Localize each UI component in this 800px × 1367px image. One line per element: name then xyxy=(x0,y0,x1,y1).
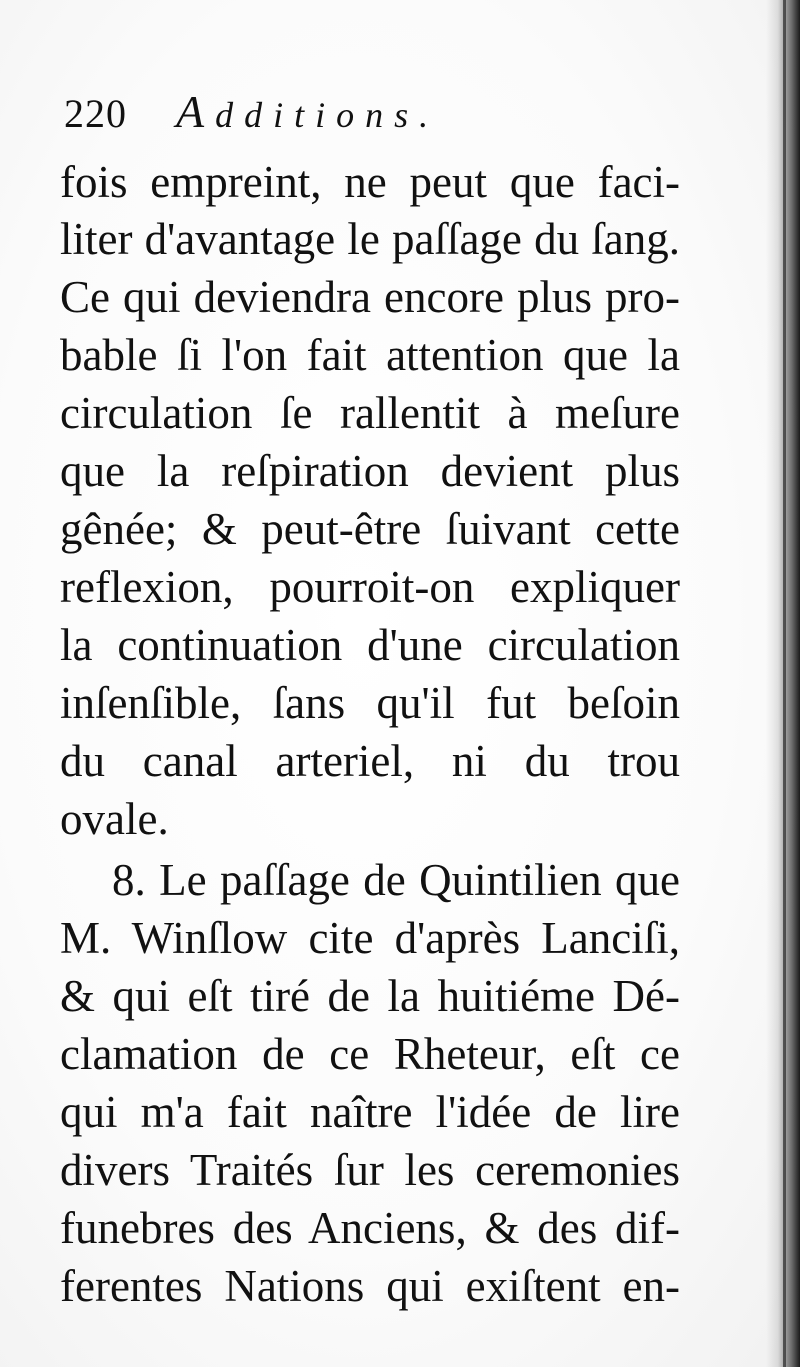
text-line: gênée; & peut-être ſuivant cette xyxy=(60,504,680,554)
text-line: clamation de ce Rheteur, eſt ce xyxy=(60,1029,680,1079)
text-line: ferentes Nations qui exiſtent en- xyxy=(60,1261,680,1311)
text-line: & qui eſt tiré de la huitiéme Dé- xyxy=(60,971,680,1021)
text-line: du canal arteriel, ni du trou xyxy=(60,736,680,786)
text-line: M. Winſlow cite d'après Lanciſi, xyxy=(60,913,680,963)
text-line: que la reſpiration devient plus xyxy=(60,446,680,496)
text-line: fois empreint, ne peut que faci- xyxy=(60,157,680,207)
text-line: qui m'a fait naître l'idée de lire xyxy=(60,1087,680,1137)
text-line: funebres des Anciens, & des dif- xyxy=(60,1203,680,1253)
text-line: circulation ſe rallentit à meſure xyxy=(60,388,680,438)
text-line: ovale. xyxy=(60,794,169,844)
text-line: Ce qui deviendra encore plus pro- xyxy=(60,272,680,322)
page-edge-line xyxy=(783,0,786,1367)
page-number: 220 xyxy=(64,91,127,136)
text-line: bable ſi l'on fait attention que la xyxy=(60,330,680,380)
running-head: Additions. xyxy=(176,86,440,137)
page-header xyxy=(64,82,684,142)
text-line: reflexion, pourroit-on expliquer xyxy=(60,562,680,612)
text-line: inſenſible, ſans qu'il fut beſoin xyxy=(60,678,680,728)
paragraph-first-line: 8. Le paſſage de Quintilien que xyxy=(112,855,680,905)
text-line: la continuation d'une circulation xyxy=(60,620,680,670)
text-line: liter d'avantage le paſſage du ſang. xyxy=(60,214,680,264)
text-line: divers Traités ſur les ceremonies xyxy=(60,1145,680,1195)
